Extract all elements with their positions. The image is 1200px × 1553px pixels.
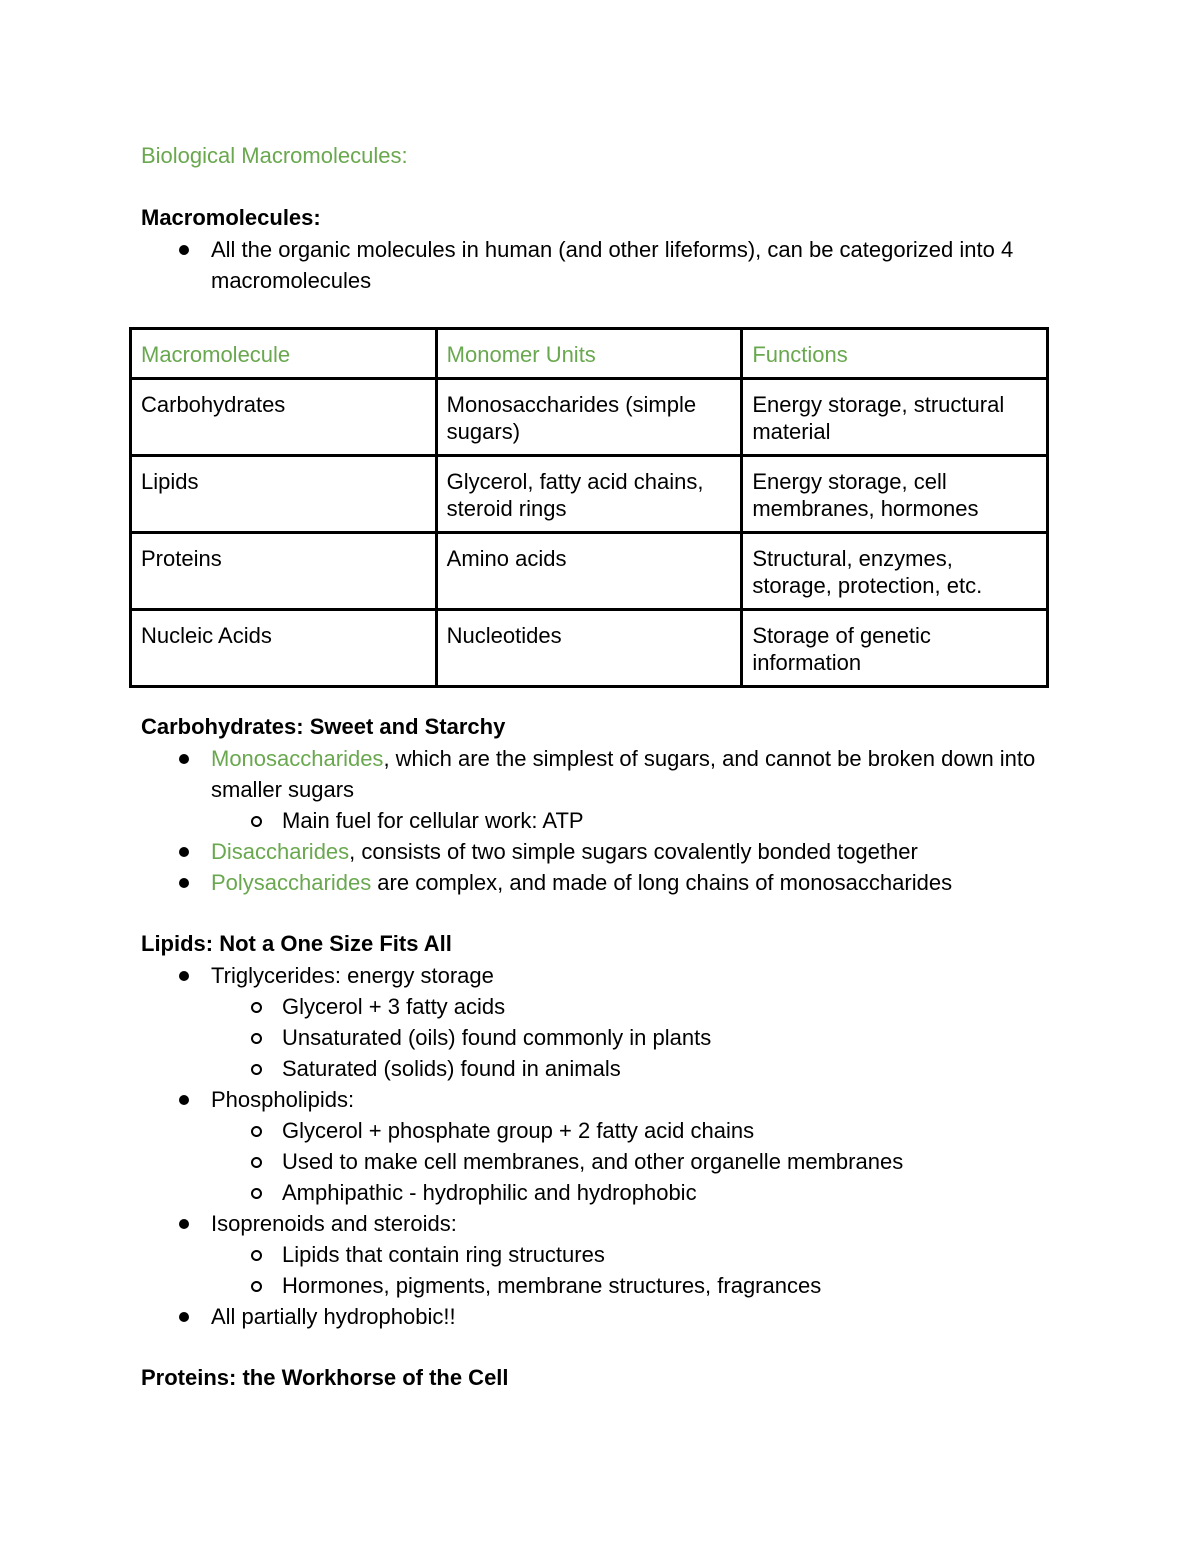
hollow-bullet-icon xyxy=(251,1188,262,1199)
table-cell: Glycerol, fatty acid chains, steroid rings xyxy=(436,456,742,533)
lipids-heading: Lipids: Not a One Size Fits All xyxy=(141,931,452,956)
list-item: Phospholipids: xyxy=(141,1084,1061,1115)
table-header-cell: Functions xyxy=(742,329,1048,379)
table-cell: Storage of genetic information xyxy=(742,610,1048,687)
list-item: Amphipathic - hydrophilic and hydrophobic xyxy=(141,1177,1061,1208)
bullet-icon xyxy=(179,1219,189,1229)
table-cell: Nucleotides xyxy=(436,610,742,687)
macromolecules-heading: Macromolecules: xyxy=(141,205,321,230)
document-title: Biological Macromolecules: xyxy=(141,143,408,168)
bullet-icon xyxy=(179,1312,189,1322)
list-item: Lipids that contain ring structures xyxy=(141,1239,1061,1270)
list-item: All the organic molecules in human (and other lifeforms), can be categorized into 4 macromolecules xyxy=(141,234,1061,296)
lipids-list xyxy=(141,960,1061,1332)
proteins-heading: Proteins: the Workhorse of the Cell xyxy=(141,1365,509,1390)
hollow-bullet-icon xyxy=(251,1250,262,1261)
macromolecule-table xyxy=(129,327,1049,688)
list-item: Polysaccharides are complex, and made of long chains of monosaccharides xyxy=(141,867,1061,898)
table-cell: Carbohydrates xyxy=(131,379,437,456)
bullet-icon xyxy=(179,1095,189,1105)
list-item: All partially hydrophobic!! xyxy=(141,1301,1061,1332)
table-cell: Lipids xyxy=(131,456,437,533)
carbohydrates-heading: Carbohydrates: Sweet and Starchy xyxy=(141,714,506,739)
hollow-bullet-icon xyxy=(251,1126,262,1137)
term-disaccharides: Disaccharides xyxy=(211,839,350,864)
list-item: Used to make cell membranes, and other organelle membranes xyxy=(141,1146,1061,1177)
table-cell: Amino acids xyxy=(436,533,742,610)
table-row xyxy=(131,379,1048,456)
carbohydrates-list xyxy=(141,743,1061,898)
bullet-icon xyxy=(179,847,189,857)
table-cell: Proteins xyxy=(131,533,437,610)
table-row xyxy=(131,456,1048,533)
table-cell: Energy storage, structural material xyxy=(742,379,1048,456)
table-row xyxy=(131,610,1048,687)
table-cell: Energy storage, cell membranes, hormones xyxy=(742,456,1048,533)
list-item: Disaccharides, consists of two simple sugars covalently bonded together xyxy=(141,836,1061,867)
list-item: Triglycerides: energy storage xyxy=(141,960,1061,991)
hollow-bullet-icon xyxy=(251,1064,262,1075)
hollow-bullet-icon xyxy=(251,816,262,827)
list-item: Main fuel for cellular work: ATP xyxy=(141,805,1061,836)
list-item: Glycerol + phosphate group + 2 fatty acid chains xyxy=(141,1115,1061,1146)
table-cell: Monosaccharides (simple sugars) xyxy=(436,379,742,456)
term-monosaccharides: Monosaccharides xyxy=(211,746,384,771)
hollow-bullet-icon xyxy=(251,1281,262,1292)
term-polysaccharides: Polysaccharides xyxy=(211,870,372,895)
bullet-icon xyxy=(179,971,189,981)
bullet-icon xyxy=(179,245,189,255)
bullet-icon xyxy=(179,754,189,764)
table-header-cell: Macromolecule xyxy=(131,329,437,379)
list-item: Glycerol + 3 fatty acids xyxy=(141,991,1061,1022)
hollow-bullet-icon xyxy=(251,1033,262,1044)
list-item: Isoprenoids and steroids: xyxy=(141,1208,1061,1239)
hollow-bullet-icon xyxy=(251,1002,262,1013)
table-row xyxy=(131,533,1048,610)
table-header-row xyxy=(131,329,1048,379)
list-item: Hormones, pigments, membrane structures, fragrances xyxy=(141,1270,1061,1301)
table-header-cell: Monomer Units xyxy=(436,329,742,379)
table-cell: Structural, enzymes, storage, protection, etc. xyxy=(742,533,1048,610)
macromolecules-list xyxy=(141,234,1061,296)
list-item: Saturated (solids) found in animals xyxy=(141,1053,1061,1084)
table-cell: Nucleic Acids xyxy=(131,610,437,687)
bullet-icon xyxy=(179,878,189,888)
hollow-bullet-icon xyxy=(251,1157,262,1168)
list-item: Monosaccharides, which are the simplest of sugars, and cannot be broken down into smaller sugars xyxy=(141,743,1061,805)
list-item: Unsaturated (oils) found commonly in plants xyxy=(141,1022,1061,1053)
